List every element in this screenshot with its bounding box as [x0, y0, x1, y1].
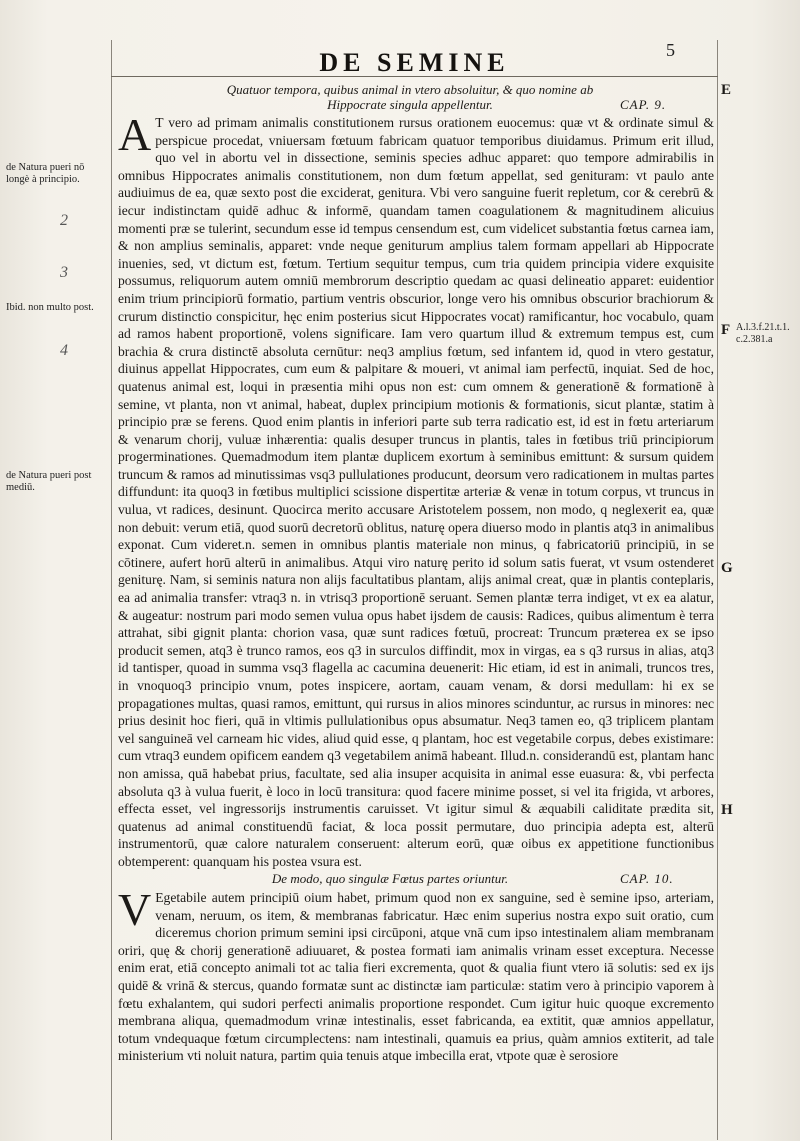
- margin-digit-2: 2: [60, 212, 68, 229]
- chapter-9-body: [118, 109, 714, 871]
- margin-letter-h: H: [721, 802, 733, 818]
- margin-letter-e: E: [721, 82, 732, 98]
- chapter-9-label: CAP. 9.: [620, 97, 667, 112]
- margin-digit-3: 3: [60, 264, 68, 281]
- page-number: 5: [666, 40, 675, 60]
- margin-note-1: de Natura pueri nō longè à principio.: [6, 162, 85, 185]
- chapter-10-label: CAP. 10.: [620, 871, 674, 886]
- margin-note-2: Ibid. non multo post.: [6, 302, 94, 313]
- margin-digit-4: 4: [60, 342, 68, 359]
- margin-letter-g: G: [721, 560, 733, 576]
- chapter-10-text: Egetabile autem principiū oium habet, primum quod non ex sanguine, sed è semine ipso, arteriam, venam, neruum, os item, & membranas fabricatur. Hæc enim superius nostra expo suit oratio, cum diceremus chorion primum semini ipsi circūponi, atque vnā cum ipso intestinalem aliam membranam oriri, quę & chorij generationē adiuuaret, & postea formati iam animalis vrinam esset exceptura. Necesse enim erat, etiā concepto animali tot ac talia fieri excrementa, quot & qualia fiunt vtero iā solutis: sed ex ijs quidē & vrinā & stercus, quando formatæ sunt ac distinctæ iam particulæ: statim vero à principio vaporem à fœtu exhalantem, qui sudori perfecti animalis proportione respondet. Cum igitur huic quoque excremento membrana aliqua, quemadmodum vrinæ intestinalis, esset fabricanda, ea extitit, quæ amnios appellatur, totum vndequaque fœtum circumplectens: nam intestinali, quamuis ea prius, quàm amnios extiterit, ad tale ministerium vti noluit natura, partim quia tenuis atque imbecilla erat, vtpote quæ è serosiore: [118, 890, 714, 1064]
- margin-letter-f: F: [721, 322, 731, 338]
- right-margin-rule: [717, 40, 718, 1140]
- chapter-10-caption: De modo, quo singulæ Fœtus partes oriuntur.: [271, 871, 509, 886]
- margin-reference: A.l.3.f.21.t.1. c.2.381.a: [736, 322, 790, 345]
- chapter-10-dropcap: V: [118, 884, 152, 935]
- chapter-9-dropcap: A: [118, 109, 152, 160]
- chapter-10-body: [118, 884, 714, 1065]
- chapter-9-text: T vero ad primam animalis constitutionem rursus orationem euocemus: quæ vt & ordinate simul & perspicue procedat, vniuersam fœtuum fabricam quatuor temporibus diuidamus. Primum erit illud, quo vel in abortu vel in dissectione, seminis species adhuc apparet: quo tempore admirabilis in omnibus Hippocrates animalis constitutionem, non dum fœtum appellat, sed genituram: vt paulo ante audiuimus de ea, quæ sexto post die exciderat, genitura. Vbi vero sanguine fuerit repletum, cor & cerebrū & iecur indistinctam quidē adhuc & informē, quandam tamen coagulationem & magnitudinem alicuius momenti præ se tulerint, secundum esse id tempus censendum est, cum videlicet substantia fœtus carnea iam, & non amplius seminalis, apparet: vnde neque geniturum amplius talem formam appellari ab Hippocrate inuenies, sed, vt dictum est, fœtum. Tertium sequitur tempus, cum tria quidem principia videre exquisite possumus, reliquorum autem omniū membrorum descriptio quedam ac quasi delineatio apparet: euidentior enim trium principiorū formatio, partium ventris obscurior, longe vero his omnibus obscurior brachiorum & crurum distinctio conspicitur, hęc enim posterius sicut Hippocrates vocat) ramificantur, hoc vocabulo, quam ad ramos habent proportionē, volens significare. Iam vero quartum illud & extremum tempus est, cum brachia & crura distinctē absoluta cernūtur: neq3 amplius fœtum, sed infantem id, quod in vtero gestatur, diuinus appellat Hippocrates, cum eum & palpitare & moueri, vt animal iam perfectū, inquiat. Sed de hoc, quatenus animal est, loqui in præsentia mihi opus non est: cum omnem & generationē & formationē à semine, vt planta, non vt animal, habeat, duplex principium motionis & formationis, sicut plantæ, statim à principio præ se ferens. Quod enim plantis in inferiori parte sub terra radicatio est, id est in fœtu arteriarum & venarum chorij, vuluæ inhærentia: qualis desuper truncus in plantis, tales in fœtibus triū principiorum progerminationes. Quemadmodum item plantæ duplicem exortum à seminibus emittunt: & sursum quidem truncum & ramos ad minutissimas vsq3 pullulationes producunt, deorsum vero radicationem in multas partes diffundunt: ita quoq3 in fœtibus multiplici scissione dispertitæ arteriæ & venæ in totum corpus, vt truncus in vulua, vt radices, desinunt. Quocirca merito accusare Aristotelem possem, non modo, q neglexerit ea, quæ non debuit: verum etiā, quod suorū decretorū oblitus, naturę opera diuerso modo in plantis atq3 in animalibus exponat. Cum videret.n. semen in omnibus plantis materiale non minus, q fabricatoriū principiū, in se cōtinere, aufert horū alterū in animalibus. Atqui viro naturę perito id solum satis fuerat, vt vsum ostenderet geniturę. Nam, si seminis natura non alijs facultatibus plantam, alijs animal creat, quæ in plantis conteplaris, ea ad animalia transfer: vtraq3 n. in vtrisq3 proportionē seruant. Semen plantæ terra indiget, vt ex ea alatur, & augeatur: nostrum pari modo semen vulua opus habet ijsdem de causis: Radices, quibus alimentum è terra attrahat, sibi gignit planta: chorion vasa, quæ sunt radices fœtuū, procreat: Truncum præterea ex se ipso producit semen, atq3 è trunco ramos, eos q3 in surculos diffindit, mox in virgas, ea s q3 rursus in alias, atq3 id tantisper, quoad in summa vsq3 flagella ac cacumina deuenerit: Hic etiam, id est in animali, truncos tres, in vnoquoq3 principio vnum, potes inspicere, aortam, cauam venam, & dorsi medullam: hi ex se propagationes multas, quasi ramos, emittunt, qui rursus in alios minores scinduntur, ac rursus in minores: nec prius desinit hoc fieri, quā in vltimis pullulationibus opus absumatur. Neq3 tamen eo, q3 triplicem plantam vel sanguineā vel carneam hic vides, aliud quid esse, q plantam, hoc est vegetabile corpus, debes existimare: cum vtraq3 eundem opificem eandem q3 vegetabilem animā habeant. Illud.n. considerandū est, plantam hanc non amissa, quā habebat prius, facultate, sed alia insuper acquisita in animal esse euasura: &, vbi perfecta absoluta q3 à vulua fuerit, è loco in locū transitura: quod facere minime posset, si vel ita frigida, vt arbores, effecta esset, vel ingressorijs instrumentis caruisset. Vt igitur simul & æquabili caliditate prædita sit, quatenus ad animal constituendū faciat, & loca possit permutare, duo principia adepta est, alterū instrumentorū, quæ calore naturalem conseruent: alterum eorū, quæ oibus ex appetitione functionibus obtemperent: quanquam his postea vsura est.: [118, 115, 714, 869]
- margin-note-3: de Natura pueri post mediū.: [6, 470, 92, 493]
- chapter-9-caption: Quatuor tempora, quibus animal in vtero absoluitur, & quo nomine ab Hippocrate singula appellentur.: [226, 82, 594, 112]
- running-header: DE SEMINE: [319, 48, 510, 77]
- left-margin-rule: [111, 40, 112, 1140]
